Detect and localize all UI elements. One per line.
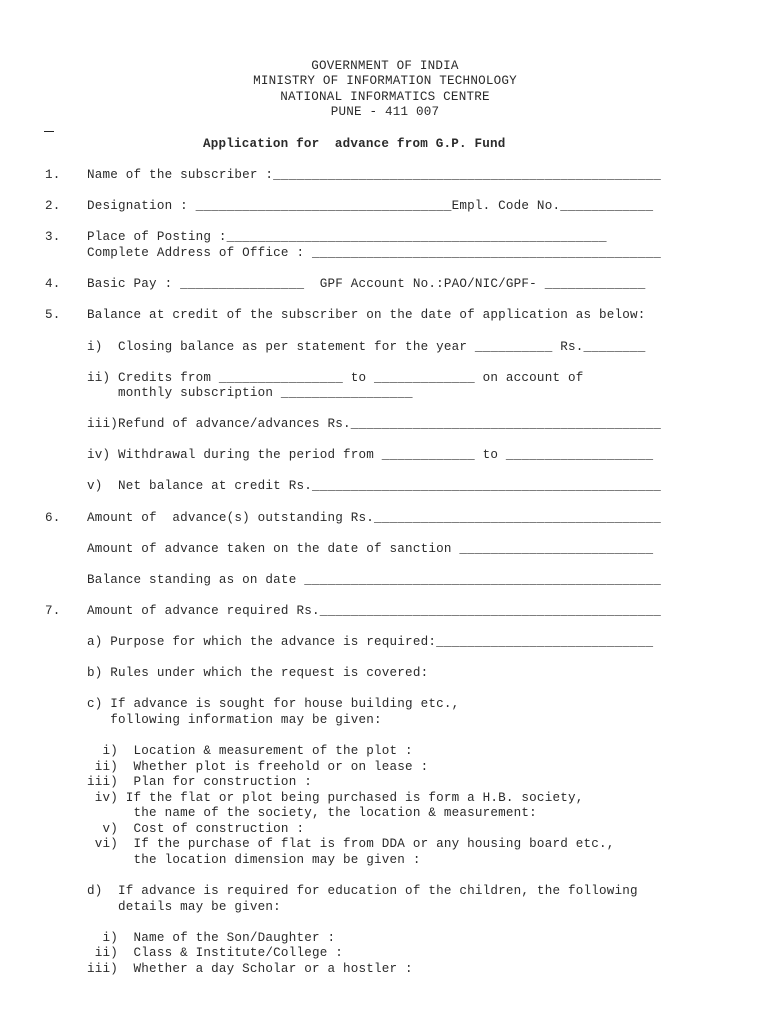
item-number-4: 4. <box>45 277 61 291</box>
item-number-1: 1. <box>45 168 61 182</box>
house-item-cost: v) Cost of construction : <box>87 822 305 836</box>
designation-field[interactable]: Designation : _________________________________Empl. Code No.____________ <box>87 199 654 213</box>
rules-text: b) Rules under which the request is covered: <box>87 666 429 680</box>
header-line-centre: NATIONAL INFORMATICS CENTRE <box>280 90 490 104</box>
purpose-field[interactable]: a) Purpose for which the advance is required:____________________________ <box>87 635 654 649</box>
house-item-dda-2: the location dimension may be given : <box>87 853 421 867</box>
subscriber-name-field[interactable]: Name of the subscriber :__________________________________________________ <box>87 168 662 182</box>
house-building-text: c) If advance is sought for house building etc., <box>87 697 460 711</box>
net-balance-field[interactable]: v) Net balance at credit Rs._____________________________________________ <box>87 479 662 493</box>
form-title: Application for advance from G.P. Fund <box>203 137 506 151</box>
header-line-ministry: MINISTRY OF INFORMATION TECHNOLOGY <box>253 74 517 88</box>
item-number-3: 3. <box>45 230 61 244</box>
education-text-2: details may be given: <box>87 900 281 914</box>
closing-balance-field[interactable]: i) Closing balance as per statement for the year __________ Rs.________ <box>87 340 646 354</box>
header-line-government: GOVERNMENT OF INDIA <box>311 59 459 73</box>
education-item-name: i) Name of the Son/Daughter : <box>87 931 336 945</box>
header-line-address: PUNE - 411 007 <box>330 105 440 119</box>
education-item-class: ii) Class & Institute/College : <box>87 946 343 960</box>
margin-dash <box>44 131 54 132</box>
item-number-6: 6. <box>45 511 61 525</box>
house-building-text-2: following information may be given: <box>87 713 382 727</box>
house-item-society: iv) If the flat or plot being purchased is form a H.B. society, <box>87 791 584 805</box>
house-item-dda: vi) If the purchase of flat is from DDA or any housing board etc., <box>87 837 615 851</box>
house-item-society-2: the name of the society, the location & measurement: <box>87 806 537 820</box>
advance-outstanding-field[interactable]: Amount of advance(s) outstanding Rs._____________________________________ <box>87 511 662 525</box>
balance-standing-field[interactable]: Balance standing as on date ______________________________________________ <box>87 573 662 587</box>
monthly-subscription-field[interactable]: monthly subscription _________________ <box>87 386 413 400</box>
house-item-freehold: ii) Whether plot is freehold or on lease : <box>87 760 429 774</box>
basic-pay-field[interactable]: Basic Pay : ________________ GPF Account No.:PAO/NIC/GPF- _____________ <box>87 277 646 291</box>
balance-heading: Balance at credit of the subscriber on the date of application as below: <box>87 308 646 322</box>
credits-field[interactable]: ii) Credits from ________________ to _____________ on account of <box>87 371 584 385</box>
refund-field[interactable]: iii)Refund of advance/advances Rs.________________________________________ <box>87 417 662 431</box>
education-item-scholar: iii) Whether a day Scholar or a hostler : <box>87 962 413 976</box>
house-item-location: i) Location & measurement of the plot : <box>87 744 413 758</box>
item-number-5: 5. <box>45 308 61 322</box>
office-address-field[interactable]: Complete Address of Office : _____________________________________________ <box>87 246 662 260</box>
advance-taken-field[interactable]: Amount of advance taken on the date of sanction _________________________ <box>87 542 654 556</box>
item-number-2: 2. <box>45 199 61 213</box>
item-number-7: 7. <box>45 604 61 618</box>
house-item-plan: iii) Plan for construction : <box>87 775 312 789</box>
education-text: d) If advance is required for education of the children, the following <box>87 884 638 898</box>
advance-required-field[interactable]: Amount of advance required Rs.____________________________________________ <box>87 604 662 618</box>
place-of-posting-field[interactable]: Place of Posting :_________________________________________________ <box>87 230 607 244</box>
withdrawal-field[interactable]: iv) Withdrawal during the period from ____________ to ___________________ <box>87 448 654 462</box>
